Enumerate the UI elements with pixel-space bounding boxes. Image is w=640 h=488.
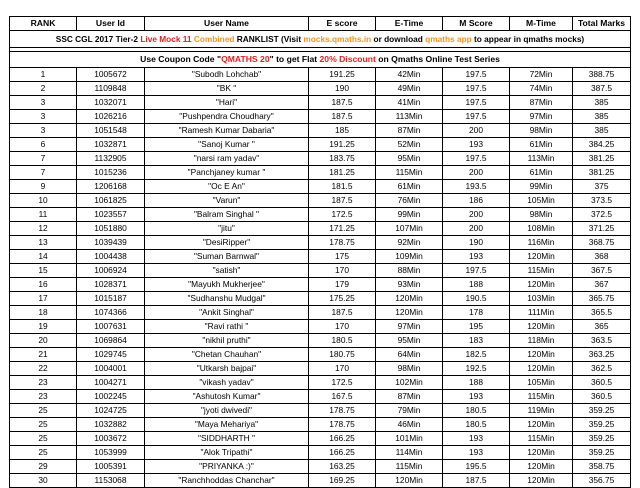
rank-cell: 25 bbox=[10, 418, 77, 432]
m-score-cell: 187.5 bbox=[443, 474, 510, 488]
e-time-cell: 46Min bbox=[376, 418, 443, 432]
user-id-cell: 1023557 bbox=[77, 208, 145, 222]
m-time-cell: 120Min bbox=[510, 474, 573, 488]
user-name-cell: "Sanoj Kumar " bbox=[145, 138, 309, 152]
banner-prefix: SSC CGL 2017 Tier-2 bbox=[55, 34, 141, 44]
table-row bbox=[10, 292, 631, 306]
col-e-time: E-Time bbox=[376, 17, 443, 31]
rank-cell: 25 bbox=[10, 446, 77, 460]
total-marks-cell: 365.75 bbox=[573, 292, 631, 306]
e-score-cell: 170 bbox=[309, 320, 376, 334]
e-time-cell: 76Min bbox=[376, 194, 443, 208]
total-marks-cell: 381.25 bbox=[573, 166, 631, 180]
user-name-cell: "Oc E An" bbox=[145, 180, 309, 194]
total-marks-cell: 387.5 bbox=[573, 82, 631, 96]
total-marks-cell: 385 bbox=[573, 96, 631, 110]
table-row bbox=[10, 460, 631, 474]
total-marks-cell: 363.25 bbox=[573, 348, 631, 362]
m-time-cell: 115Min bbox=[510, 390, 573, 404]
e-score-cell: 166.25 bbox=[309, 432, 376, 446]
e-time-cell: 64Min bbox=[376, 348, 443, 362]
coupon-code: QMATHS 20 bbox=[221, 54, 270, 64]
user-id-cell: 1069864 bbox=[77, 334, 145, 348]
m-time-cell: 61Min bbox=[510, 166, 573, 180]
user-id-cell: 1032071 bbox=[77, 96, 145, 110]
e-time-cell: 99Min bbox=[376, 208, 443, 222]
user-name-cell: "jitu" bbox=[145, 222, 309, 236]
rank-cell: 18 bbox=[10, 306, 77, 320]
col-total-marks: Total Marks bbox=[573, 17, 631, 31]
rank-cell: 12 bbox=[10, 222, 77, 236]
user-id-cell: 1028371 bbox=[77, 278, 145, 292]
banner-suffix: to appear in qmaths mocks) bbox=[471, 34, 585, 44]
m-score-cell: 190.5 bbox=[443, 292, 510, 306]
m-time-cell: 120Min bbox=[510, 460, 573, 474]
m-time-cell: 72Min bbox=[510, 68, 573, 82]
user-name-cell: "SIDDHARTH " bbox=[145, 432, 309, 446]
rank-cell: 23 bbox=[10, 376, 77, 390]
total-marks-cell: 388.75 bbox=[573, 68, 631, 82]
table-row bbox=[10, 446, 631, 460]
rank-cell: 30 bbox=[10, 474, 77, 488]
table-row bbox=[10, 166, 631, 180]
m-time-cell: 97Min bbox=[510, 110, 573, 124]
e-score-cell: 187.5 bbox=[309, 96, 376, 110]
m-time-cell: 120Min bbox=[510, 250, 573, 264]
m-score-cell: 182.5 bbox=[443, 348, 510, 362]
m-time-cell: 98Min bbox=[510, 208, 573, 222]
e-score-cell: 178.75 bbox=[309, 418, 376, 432]
e-score-cell: 191.25 bbox=[309, 138, 376, 152]
table-row bbox=[10, 390, 631, 404]
col-user-name: User Name bbox=[145, 17, 309, 31]
e-score-cell: 187.5 bbox=[309, 194, 376, 208]
e-time-cell: 113Min bbox=[376, 110, 443, 124]
total-marks-cell: 365 bbox=[573, 320, 631, 334]
e-score-cell: 169.25 bbox=[309, 474, 376, 488]
rank-cell: 14 bbox=[10, 250, 77, 264]
user-id-cell: 1004001 bbox=[77, 362, 145, 376]
user-id-cell: 1005672 bbox=[77, 68, 145, 82]
rank-cell: 1 bbox=[10, 68, 77, 82]
table-row bbox=[10, 474, 631, 488]
table-row bbox=[10, 362, 631, 376]
m-score-cell: 183 bbox=[443, 334, 510, 348]
m-score-cell: 193 bbox=[443, 446, 510, 460]
table-row bbox=[10, 348, 631, 362]
table-row bbox=[10, 432, 631, 446]
total-marks-cell: 368.75 bbox=[573, 236, 631, 250]
user-name-cell: "Ravi rathi " bbox=[145, 320, 309, 334]
e-time-cell: 61Min bbox=[376, 180, 443, 194]
m-score-cell: 197.5 bbox=[443, 96, 510, 110]
e-score-cell: 163.25 bbox=[309, 460, 376, 474]
user-name-cell: "Subodh Lohchab" bbox=[145, 68, 309, 82]
coupon-banner-cell bbox=[10, 52, 631, 68]
rank-cell: 29 bbox=[10, 460, 77, 474]
user-name-cell: "BK " bbox=[145, 82, 309, 96]
m-score-cell: 180.5 bbox=[443, 404, 510, 418]
table-row bbox=[10, 236, 631, 250]
total-marks-cell: 375 bbox=[573, 180, 631, 194]
m-time-cell: 105Min bbox=[510, 194, 573, 208]
rank-cell: 15 bbox=[10, 264, 77, 278]
rank-cell: 19 bbox=[10, 320, 77, 334]
table-row bbox=[10, 138, 631, 152]
user-id-cell: 1206168 bbox=[77, 180, 145, 194]
user-id-cell: 1109848 bbox=[77, 82, 145, 96]
user-name-cell: "Ramesh Kumar Dabaria" bbox=[145, 124, 309, 138]
user-id-cell: 1004438 bbox=[77, 250, 145, 264]
e-time-cell: 93Min bbox=[376, 278, 443, 292]
e-time-cell: 120Min bbox=[376, 306, 443, 320]
table-row bbox=[10, 278, 631, 292]
user-id-cell: 1015236 bbox=[77, 166, 145, 180]
e-time-cell: 87Min bbox=[376, 124, 443, 138]
rank-cell: 2 bbox=[10, 82, 77, 96]
user-name-cell: "Panchjaney kumar " bbox=[145, 166, 309, 180]
e-time-cell: 120Min bbox=[376, 474, 443, 488]
m-score-cell: 197.5 bbox=[443, 110, 510, 124]
e-score-cell: 187.5 bbox=[309, 306, 376, 320]
banner-app-link[interactable]: qmaths app bbox=[425, 34, 472, 44]
m-time-cell: 105Min bbox=[510, 376, 573, 390]
user-id-cell: 1032882 bbox=[77, 418, 145, 432]
e-time-cell: 102Min bbox=[376, 376, 443, 390]
user-name-cell: "Sudhanshu Mudgal" bbox=[145, 292, 309, 306]
e-score-cell: 179 bbox=[309, 278, 376, 292]
e-time-cell: 41Min bbox=[376, 96, 443, 110]
user-id-cell: 1029745 bbox=[77, 348, 145, 362]
e-score-cell: 185 bbox=[309, 124, 376, 138]
table-row bbox=[10, 376, 631, 390]
total-marks-cell: 359.25 bbox=[573, 446, 631, 460]
e-time-cell: 49Min bbox=[376, 82, 443, 96]
m-score-cell: 193.5 bbox=[443, 180, 510, 194]
m-time-cell: 118Min bbox=[510, 334, 573, 348]
e-score-cell: 191.25 bbox=[309, 68, 376, 82]
total-marks-cell: 367.5 bbox=[573, 264, 631, 278]
rank-cell: 21 bbox=[10, 348, 77, 362]
m-score-cell: 197.5 bbox=[443, 82, 510, 96]
m-time-cell: 99Min bbox=[510, 180, 573, 194]
total-marks-cell: 385 bbox=[573, 110, 631, 124]
coupon-discount: 20% Discount bbox=[319, 54, 376, 64]
m-time-cell: 74Min bbox=[510, 82, 573, 96]
user-id-cell: 1024725 bbox=[77, 404, 145, 418]
user-id-cell: 1003672 bbox=[77, 432, 145, 446]
e-time-cell: 101Min bbox=[376, 432, 443, 446]
e-score-cell: 167.5 bbox=[309, 390, 376, 404]
user-id-cell: 1032871 bbox=[77, 138, 145, 152]
e-score-cell: 180.75 bbox=[309, 348, 376, 362]
banner-middle: RANKLIST (Visit bbox=[234, 34, 304, 44]
m-score-cell: 186 bbox=[443, 194, 510, 208]
ranklist-sheet bbox=[9, 16, 630, 488]
e-score-cell: 171.25 bbox=[309, 222, 376, 236]
rank-cell: 13 bbox=[10, 236, 77, 250]
e-time-cell: 87Min bbox=[376, 390, 443, 404]
total-marks-cell: 360.5 bbox=[573, 376, 631, 390]
user-id-cell: 1004271 bbox=[77, 376, 145, 390]
rank-cell: 20 bbox=[10, 334, 77, 348]
rank-cell: 17 bbox=[10, 292, 77, 306]
col-m-score: M Score bbox=[443, 17, 510, 31]
user-name-cell: "satish" bbox=[145, 264, 309, 278]
m-time-cell: 120Min bbox=[510, 362, 573, 376]
user-id-cell: 1015187 bbox=[77, 292, 145, 306]
m-score-cell: 195 bbox=[443, 320, 510, 334]
user-name-cell: "Pushpendra Choudhary" bbox=[145, 110, 309, 124]
total-marks-cell: 372.5 bbox=[573, 208, 631, 222]
e-time-cell: 120Min bbox=[376, 292, 443, 306]
user-name-cell: "Ranchhoddas Chanchar" bbox=[145, 474, 309, 488]
m-time-cell: 120Min bbox=[510, 446, 573, 460]
table-row bbox=[10, 68, 631, 82]
banner-combined: Combined bbox=[193, 34, 235, 44]
total-marks-cell: 384.25 bbox=[573, 138, 631, 152]
user-id-cell: 1006924 bbox=[77, 264, 145, 278]
m-time-cell: 87Min bbox=[510, 96, 573, 110]
m-score-cell: 188 bbox=[443, 376, 510, 390]
m-time-cell: 120Min bbox=[510, 278, 573, 292]
user-name-cell: "Hari" bbox=[145, 96, 309, 110]
e-time-cell: 95Min bbox=[376, 152, 443, 166]
user-name-cell: "Maya Mehariya" bbox=[145, 418, 309, 432]
m-score-cell: 193 bbox=[443, 250, 510, 264]
user-name-cell: "Balram Singhal " bbox=[145, 208, 309, 222]
col-e-score: E score bbox=[309, 17, 376, 31]
m-time-cell: 98Min bbox=[510, 124, 573, 138]
e-score-cell: 170 bbox=[309, 264, 376, 278]
user-name-cell: "Alok Tripathi" bbox=[145, 446, 309, 460]
coupon-suffix: on Qmaths Online Test Series bbox=[375, 54, 500, 64]
table-row bbox=[10, 110, 631, 124]
rank-cell: 3 bbox=[10, 124, 77, 138]
user-name-cell: "Ashutosh Kumar" bbox=[145, 390, 309, 404]
total-marks-cell: 381.25 bbox=[573, 152, 631, 166]
title-banner-cell bbox=[10, 31, 631, 48]
e-score-cell: 181.25 bbox=[309, 166, 376, 180]
m-score-cell: 193 bbox=[443, 138, 510, 152]
m-score-cell: 200 bbox=[443, 208, 510, 222]
table-row bbox=[10, 96, 631, 110]
e-time-cell: 95Min bbox=[376, 334, 443, 348]
user-id-cell: 1051880 bbox=[77, 222, 145, 236]
m-time-cell: 61Min bbox=[510, 138, 573, 152]
coupon-middle: " to get Flat bbox=[269, 54, 320, 64]
e-score-cell: 178.75 bbox=[309, 236, 376, 250]
m-time-cell: 119Min bbox=[510, 404, 573, 418]
table-row bbox=[10, 124, 631, 138]
table-row bbox=[10, 404, 631, 418]
e-score-cell: 187.5 bbox=[309, 110, 376, 124]
user-id-cell: 1074366 bbox=[77, 306, 145, 320]
m-time-cell: 115Min bbox=[510, 264, 573, 278]
rank-cell: 11 bbox=[10, 208, 77, 222]
e-score-cell: 175 bbox=[309, 250, 376, 264]
e-score-cell: 175.25 bbox=[309, 292, 376, 306]
total-marks-cell: 373.5 bbox=[573, 194, 631, 208]
user-id-cell: 1051548 bbox=[77, 124, 145, 138]
e-score-cell: 172.5 bbox=[309, 208, 376, 222]
rank-cell: 3 bbox=[10, 110, 77, 124]
m-score-cell: 195.5 bbox=[443, 460, 510, 474]
table-row bbox=[10, 264, 631, 278]
e-time-cell: 97Min bbox=[376, 320, 443, 334]
user-id-cell: 1053999 bbox=[77, 446, 145, 460]
header-row bbox=[10, 17, 631, 31]
total-marks-cell: 371.25 bbox=[573, 222, 631, 236]
title-banner bbox=[10, 31, 631, 48]
table-row bbox=[10, 334, 631, 348]
user-name-cell: "Mayukh Mukherjee" bbox=[145, 278, 309, 292]
rank-cell: 22 bbox=[10, 362, 77, 376]
m-score-cell: 197.5 bbox=[443, 152, 510, 166]
e-time-cell: 88Min bbox=[376, 264, 443, 278]
m-time-cell: 120Min bbox=[510, 348, 573, 362]
table-row bbox=[10, 418, 631, 432]
total-marks-cell: 367 bbox=[573, 278, 631, 292]
total-marks-cell: 365.5 bbox=[573, 306, 631, 320]
user-name-cell: "jyoti dwivedi" bbox=[145, 404, 309, 418]
m-score-cell: 200 bbox=[443, 166, 510, 180]
m-time-cell: 103Min bbox=[510, 292, 573, 306]
rank-cell: 23 bbox=[10, 390, 77, 404]
e-score-cell: 170 bbox=[309, 362, 376, 376]
total-marks-cell: 363.5 bbox=[573, 334, 631, 348]
m-score-cell: 193 bbox=[443, 390, 510, 404]
ranklist-table bbox=[9, 16, 631, 488]
total-marks-cell: 368 bbox=[573, 250, 631, 264]
banner-live: Live Mock 11 bbox=[140, 34, 192, 44]
total-marks-cell: 360.5 bbox=[573, 390, 631, 404]
e-time-cell: 42Min bbox=[376, 68, 443, 82]
user-name-cell: "Utkarsh bajpai" bbox=[145, 362, 309, 376]
table-row bbox=[10, 320, 631, 334]
e-score-cell: 172.5 bbox=[309, 376, 376, 390]
m-score-cell: 180.5 bbox=[443, 418, 510, 432]
e-time-cell: 115Min bbox=[376, 460, 443, 474]
m-time-cell: 116Min bbox=[510, 236, 573, 250]
user-name-cell: "Ankit Singhal" bbox=[145, 306, 309, 320]
m-score-cell: 197.5 bbox=[443, 68, 510, 82]
total-marks-cell: 359.25 bbox=[573, 418, 631, 432]
e-time-cell: 107Min bbox=[376, 222, 443, 236]
m-score-cell: 192.5 bbox=[443, 362, 510, 376]
e-score-cell: 190 bbox=[309, 82, 376, 96]
user-name-cell: "nikhil pruthi" bbox=[145, 334, 309, 348]
e-time-cell: 92Min bbox=[376, 236, 443, 250]
user-name-cell: "Chetan Chauhan" bbox=[145, 348, 309, 362]
user-name-cell: "Varun" bbox=[145, 194, 309, 208]
rank-cell: 7 bbox=[10, 166, 77, 180]
e-score-cell: 178.75 bbox=[309, 404, 376, 418]
col-m-time: M-Time bbox=[510, 17, 573, 31]
e-time-cell: 115Min bbox=[376, 166, 443, 180]
table-row bbox=[10, 222, 631, 236]
user-name-cell: "DesiRipper" bbox=[145, 236, 309, 250]
e-score-cell: 180.5 bbox=[309, 334, 376, 348]
table-row bbox=[10, 152, 631, 166]
user-name-cell: "vikash yadav" bbox=[145, 376, 309, 390]
user-name-cell: "PRIYANKA :)" bbox=[145, 460, 309, 474]
table-row bbox=[10, 82, 631, 96]
table-row bbox=[10, 180, 631, 194]
rank-cell: 9 bbox=[10, 180, 77, 194]
m-score-cell: 188 bbox=[443, 278, 510, 292]
m-time-cell: 113Min bbox=[510, 152, 573, 166]
e-score-cell: 166.25 bbox=[309, 446, 376, 460]
e-score-cell: 181.5 bbox=[309, 180, 376, 194]
e-time-cell: 109Min bbox=[376, 250, 443, 264]
user-id-cell: 1061825 bbox=[77, 194, 145, 208]
coupon-banner bbox=[10, 52, 631, 68]
table-row bbox=[10, 306, 631, 320]
m-time-cell: 111Min bbox=[510, 306, 573, 320]
m-time-cell: 108Min bbox=[510, 222, 573, 236]
total-marks-cell: 358.75 bbox=[573, 460, 631, 474]
m-time-cell: 115Min bbox=[510, 432, 573, 446]
user-id-cell: 1002245 bbox=[77, 390, 145, 404]
total-marks-cell: 362.5 bbox=[573, 362, 631, 376]
m-score-cell: 200 bbox=[443, 124, 510, 138]
user-id-cell: 1039439 bbox=[77, 236, 145, 250]
table-row bbox=[10, 208, 631, 222]
rank-cell: 7 bbox=[10, 152, 77, 166]
m-score-cell: 178 bbox=[443, 306, 510, 320]
user-name-cell: "narsi ram yadav" bbox=[145, 152, 309, 166]
m-score-cell: 190 bbox=[443, 236, 510, 250]
user-id-cell: 1005391 bbox=[77, 460, 145, 474]
m-time-cell: 120Min bbox=[510, 320, 573, 334]
banner-site-link[interactable]: mocks.qmaths.in bbox=[303, 34, 372, 44]
rank-cell: 16 bbox=[10, 278, 77, 292]
col-rank: RANK bbox=[10, 17, 77, 31]
rank-cell: 25 bbox=[10, 432, 77, 446]
col-user-id: User Id bbox=[77, 17, 145, 31]
user-id-cell: 1153068 bbox=[77, 474, 145, 488]
m-score-cell: 197.5 bbox=[443, 264, 510, 278]
m-time-cell: 120Min bbox=[510, 418, 573, 432]
total-marks-cell: 359.25 bbox=[573, 432, 631, 446]
rank-cell: 3 bbox=[10, 96, 77, 110]
e-time-cell: 98Min bbox=[376, 362, 443, 376]
user-name-cell: "Suman Barnwal" bbox=[145, 250, 309, 264]
user-id-cell: 1007631 bbox=[77, 320, 145, 334]
total-marks-cell: 356.75 bbox=[573, 474, 631, 488]
total-marks-cell: 359.25 bbox=[573, 404, 631, 418]
e-time-cell: 114Min bbox=[376, 446, 443, 460]
user-id-cell: 1132905 bbox=[77, 152, 145, 166]
m-score-cell: 200 bbox=[443, 222, 510, 236]
e-time-cell: 79Min bbox=[376, 404, 443, 418]
user-id-cell: 1026216 bbox=[77, 110, 145, 124]
m-score-cell: 193 bbox=[443, 432, 510, 446]
e-time-cell: 52Min bbox=[376, 138, 443, 152]
coupon-prefix: Use Coupon Code " bbox=[140, 54, 222, 64]
rank-cell: 10 bbox=[10, 194, 77, 208]
table-row bbox=[10, 250, 631, 264]
rank-cell: 6 bbox=[10, 138, 77, 152]
rank-cell: 25 bbox=[10, 404, 77, 418]
table-row bbox=[10, 194, 631, 208]
total-marks-cell: 385 bbox=[573, 124, 631, 138]
banner-or: or download bbox=[371, 34, 426, 44]
e-score-cell: 183.75 bbox=[309, 152, 376, 166]
